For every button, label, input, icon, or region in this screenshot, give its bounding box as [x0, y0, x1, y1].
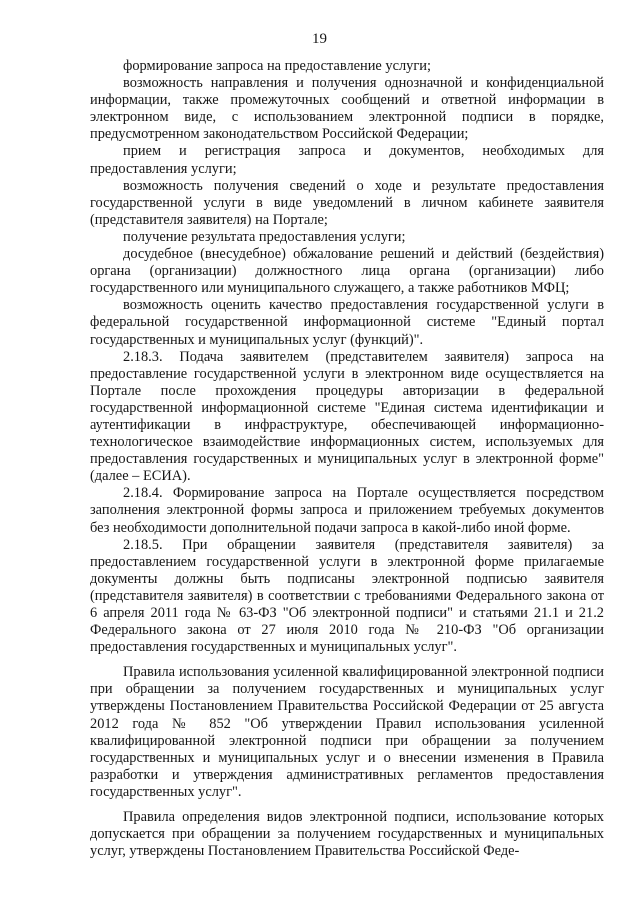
paragraph-signature-types-rules: Правила определения видов электронной подписи, использование которых допускается при обращении за получением государственных и муниципальных услуг, утверждены Постановлением Правительства Российской Феде-: [90, 809, 604, 860]
paragraph-2-18-5: 2.18.5. При обращении заявителя (представителя заявителя) за предоставлением государственной услуги в электронной форме прилагаемые документы должны быть подписаны электронной подписью заявителя (представителя заявителя) в соответствии с требованиями Федерального закона от 6 апреля 2011 года № 63-ФЗ "Об электронной подписи" и статьями 21.1 и 21.2 Федерального закона от 27 июля 2010 года № 210-ФЗ "Об организации предоставления государственных и муниципальных услуг".: [90, 536, 604, 656]
paragraph-result-receiving: получение результата предоставления услуги;: [123, 228, 406, 245]
paragraph-request-forming: формирование запроса на предоставление услуги;: [123, 58, 431, 74]
document-body: [90, 58, 604, 860]
paragraph-quality-rating: возможность оценить качество предоставления государственной услуги в федеральной государственной информационной системе "Единый портал государственных и муниципальных услуг (функций)".: [90, 297, 604, 348]
page-number: 19: [312, 31, 327, 47]
paragraph-appeal: досудебное (внесудебное) обжалование решений и действий (бездействия) органа (организации) должностного лица органа (организации) либо государственного или муниципального служащего, а также работников МФЦ;: [90, 246, 604, 297]
paragraph-info-exchange: возможность направления и получения однозначной и конфиденциальной информации, также промежуточных сообщений и ответной информации в электронном виде, с использованием электронной подписи в порядке, предусмотренном законодательством Российской Федерации;: [90, 75, 604, 143]
paragraph-request-registration: прием и регистрация запроса и документов, необходимых для предоставления услуги;: [90, 143, 604, 177]
paragraph-2-18-3: 2.18.3. Подача заявителем (представителем заявителя) запроса на предоставление государственной услуги в электронном виде осуществляется на Портале после прохождения процедуры авторизации в федеральной государственной информационной системе "Единая система идентификации и аутентификации в инфраструктуре, обеспечивающей информационно-технологическое взаимодействие информационных систем, используемых для предоставления государственных и муниципальных услуг в электронной форме" (далее – ЕСИА).: [90, 348, 604, 485]
paragraph-2-18-4: 2.18.4. Формирование запроса на Портале осуществляется посредством заполнения электронной формы запроса и приложением требуемых документов без необходимости дополнительной подачи запроса в какой-либо иной форме.: [90, 485, 604, 536]
paragraph-status-info: возможность получения сведений о ходе и результате предоставления государственной услуги в виде уведомлений в личном кабинете заявителя (представителя заявителя) на Портале;: [90, 177, 604, 228]
paragraph-qualified-signature-rules: Правила использования усиленной квалифицированной электронной подписи при обращении за получением государственных и муниципальных услуг утверждены Постановлением Правительства Российской Федерации от 25 августа 2012 года № 852 "Об утверждении Правил использования усиленной квалифицированной электронной подписи при обращении за получением государственных и муниципальных услуг и о внесении изменения в Правила разработки и утверждения административных регламентов предоставления государственных услуг".: [90, 664, 604, 800]
